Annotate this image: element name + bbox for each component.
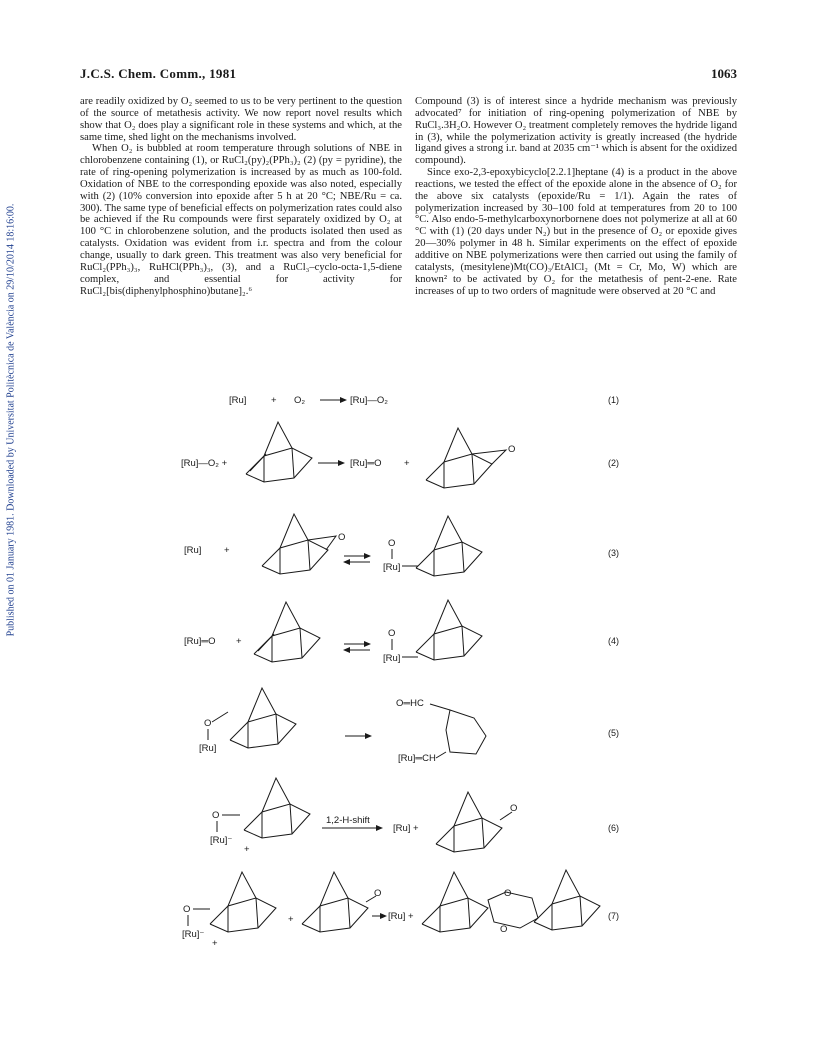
page-number: 1063 bbox=[711, 66, 737, 81]
equation-number: (7) bbox=[608, 911, 619, 921]
equation-number: (1) bbox=[608, 395, 619, 405]
ru-label: [Ru] bbox=[199, 743, 217, 754]
oxygen-label: O bbox=[504, 888, 512, 899]
ru-label: [Ru] bbox=[184, 545, 202, 556]
oxygen-label: O bbox=[388, 628, 396, 639]
paragraph: Compound (3) is of interest since a hydride mechanism was previously advocated⁷ for initiation of ring-opening polymerization of NBE by RuCl₃.3H₂O. However O₂ treatment completely removes the hydride ligand in (3), while the polymerization activity is greatly increased (the hydride ligand gives a strong i.r. band at 2035 cm⁻¹ which is absent for the oxidized compound). bbox=[415, 96, 737, 167]
plus-sign: + bbox=[244, 844, 250, 855]
bond bbox=[430, 704, 450, 710]
ru-label: [Ru] bbox=[383, 562, 401, 573]
oxygen-label: O bbox=[500, 924, 508, 935]
equation-4 bbox=[184, 600, 619, 664]
ru-label: [Ru] bbox=[383, 653, 401, 664]
bond bbox=[436, 752, 446, 758]
oxygen-label: O bbox=[204, 718, 212, 729]
carbene-label: [Ru]═CH bbox=[398, 753, 436, 764]
oxygen-label: O bbox=[212, 810, 220, 821]
plus-sign: + bbox=[271, 395, 277, 406]
equation-7 bbox=[182, 870, 619, 949]
equation-number: (5) bbox=[608, 728, 619, 738]
plus-sign: + bbox=[224, 545, 230, 556]
equation-number: (2) bbox=[608, 458, 619, 468]
epoxide-structure bbox=[262, 514, 328, 574]
bond bbox=[212, 712, 228, 722]
plus-sign: + bbox=[212, 938, 218, 949]
ketone-oxygen: O bbox=[374, 888, 382, 899]
oxygen-label: O bbox=[183, 904, 191, 915]
norbornanone-structure bbox=[436, 792, 502, 852]
dioxane-ring bbox=[488, 892, 538, 928]
equation-2 bbox=[181, 422, 619, 488]
equation-5 bbox=[199, 688, 619, 764]
shift-label: 1,2-H-shift bbox=[326, 815, 370, 826]
norbornane-structure bbox=[534, 870, 600, 930]
norbornane-structure bbox=[230, 688, 296, 748]
epoxide-ring bbox=[308, 536, 336, 550]
norbornane-structure bbox=[244, 778, 310, 838]
norbornene-structure bbox=[246, 422, 312, 482]
norbornane-structure bbox=[416, 600, 482, 660]
oxygen-label: O bbox=[388, 538, 396, 549]
download-notice-text: Published on 01 January 1981. Downloaded by Universitat Politècnica de València on 29/10/2014 18:16:00. bbox=[5, 203, 17, 637]
equation-number: (4) bbox=[608, 636, 619, 646]
ru-oxo-label: [Ru]═O bbox=[184, 636, 216, 647]
cyclopentane-ring bbox=[446, 710, 486, 754]
equation-1 bbox=[229, 395, 619, 406]
ru-plus-label: [Ru] + bbox=[388, 911, 414, 922]
ru-cation-label: [Ru]⁻ bbox=[210, 835, 233, 846]
paragraph: Since exo-2,3-epoxybicyclo[2.2.1]heptane (4) is a product in the above reactions, we tested the effect of the epoxide alone in the absence of O₂ for the above six catalysts (epoxide/Ru = 1/1). Again the rates of polymerization increased by 30–100 fold at temperatures from 20 to 100 °C. Also endo-5-methylcarboxynorbornene does not polymerize at all at 60 °C with (1) (20 days under N₂) but in the presence of O₂ or epoxide gives 20—30% polymer in 48 h. Similar experiments on the effect of epoxide additive on NBE polymerizations were then carried out using the family of catalysts, (mesitylene)Mt(CO)₃/EtAlCl₂ (Mt = Cr, Mo, W) which are known² to be activated by O₂ for the metathesis of pent-2-ene. Rate increases of up to two orders of magnitude were observed at 20 °C and bbox=[415, 167, 737, 297]
ru-plus-label: [Ru] + bbox=[393, 823, 419, 834]
equation-3 bbox=[184, 514, 619, 576]
journal-header: J.C.S. Chem. Comm., 1981 bbox=[80, 66, 237, 81]
oxygen-label: O bbox=[338, 532, 346, 543]
aldehyde-label: O═HC bbox=[396, 698, 424, 709]
plus-sign: + bbox=[236, 636, 242, 647]
paragraph: When O₂ is bubbled at room temperature through solutions of NBE in chlorobenzene containing (1), or RuCl₂(py)₂(PPh₃)₂ (2) (py = pyridine), the rate of ring-opening polymerization is increased by as much as 100-fold. Oxidation of NBE to the corresponding epoxide was also noted, especially with (2) (10% conversion into epoxide after 5 h at 20 °C; NBE/Ru = ca. 300). The same type of beneficial effects on polymerization rates could also be achieved if the Ru compounds were first separately oxidized by O₂ at 100 °C in chlorobenzene solution, and the products isolated then used as catalysts. Oxidation was evident from i.r. spectra and from the colour change, usually to dark green. This treatment was also very beneficial for RuCl₂(PPh₃)₃, RuHCl(PPh₃)₃, (3), and a RuCl₃–cyclo-octa-1,5-diene complex, and essential for activity for RuCl₂[bis(diphenylphosphino)butane]₂.⁶ bbox=[80, 143, 402, 297]
norbornanone-structure bbox=[302, 872, 368, 932]
plus-sign: + bbox=[288, 914, 294, 925]
ru-label: [Ru] bbox=[229, 395, 247, 406]
ru-cation-label: [Ru]⁻ bbox=[182, 929, 205, 940]
paragraph: are readily oxidized by O₂ seemed to us to be very pertinent to the question of the source of metathesis activity. We now report novel results which show that O₂ does play a significant role in these systems and which, at the same time, shed light on the mechanisms involved. bbox=[80, 96, 402, 143]
equation-number: (3) bbox=[608, 548, 619, 558]
ketone-oxygen: O bbox=[510, 803, 518, 814]
o2-label: O₂ bbox=[294, 395, 306, 406]
norbornane-structure bbox=[422, 872, 488, 932]
equation-number: (6) bbox=[608, 823, 619, 833]
product-label: [Ru]═O bbox=[350, 458, 382, 469]
epoxide-structure bbox=[426, 428, 492, 488]
oxygen-label: O bbox=[508, 444, 516, 455]
norbornene-structure bbox=[254, 602, 320, 662]
norbornane-structure bbox=[416, 516, 482, 576]
norbornane-structure bbox=[210, 872, 276, 932]
product-label: [Ru]—O₂ bbox=[350, 395, 388, 406]
equation-6 bbox=[210, 778, 619, 855]
reactant-label: [Ru]—O₂ + bbox=[181, 458, 228, 469]
plus-sign: + bbox=[404, 458, 410, 469]
